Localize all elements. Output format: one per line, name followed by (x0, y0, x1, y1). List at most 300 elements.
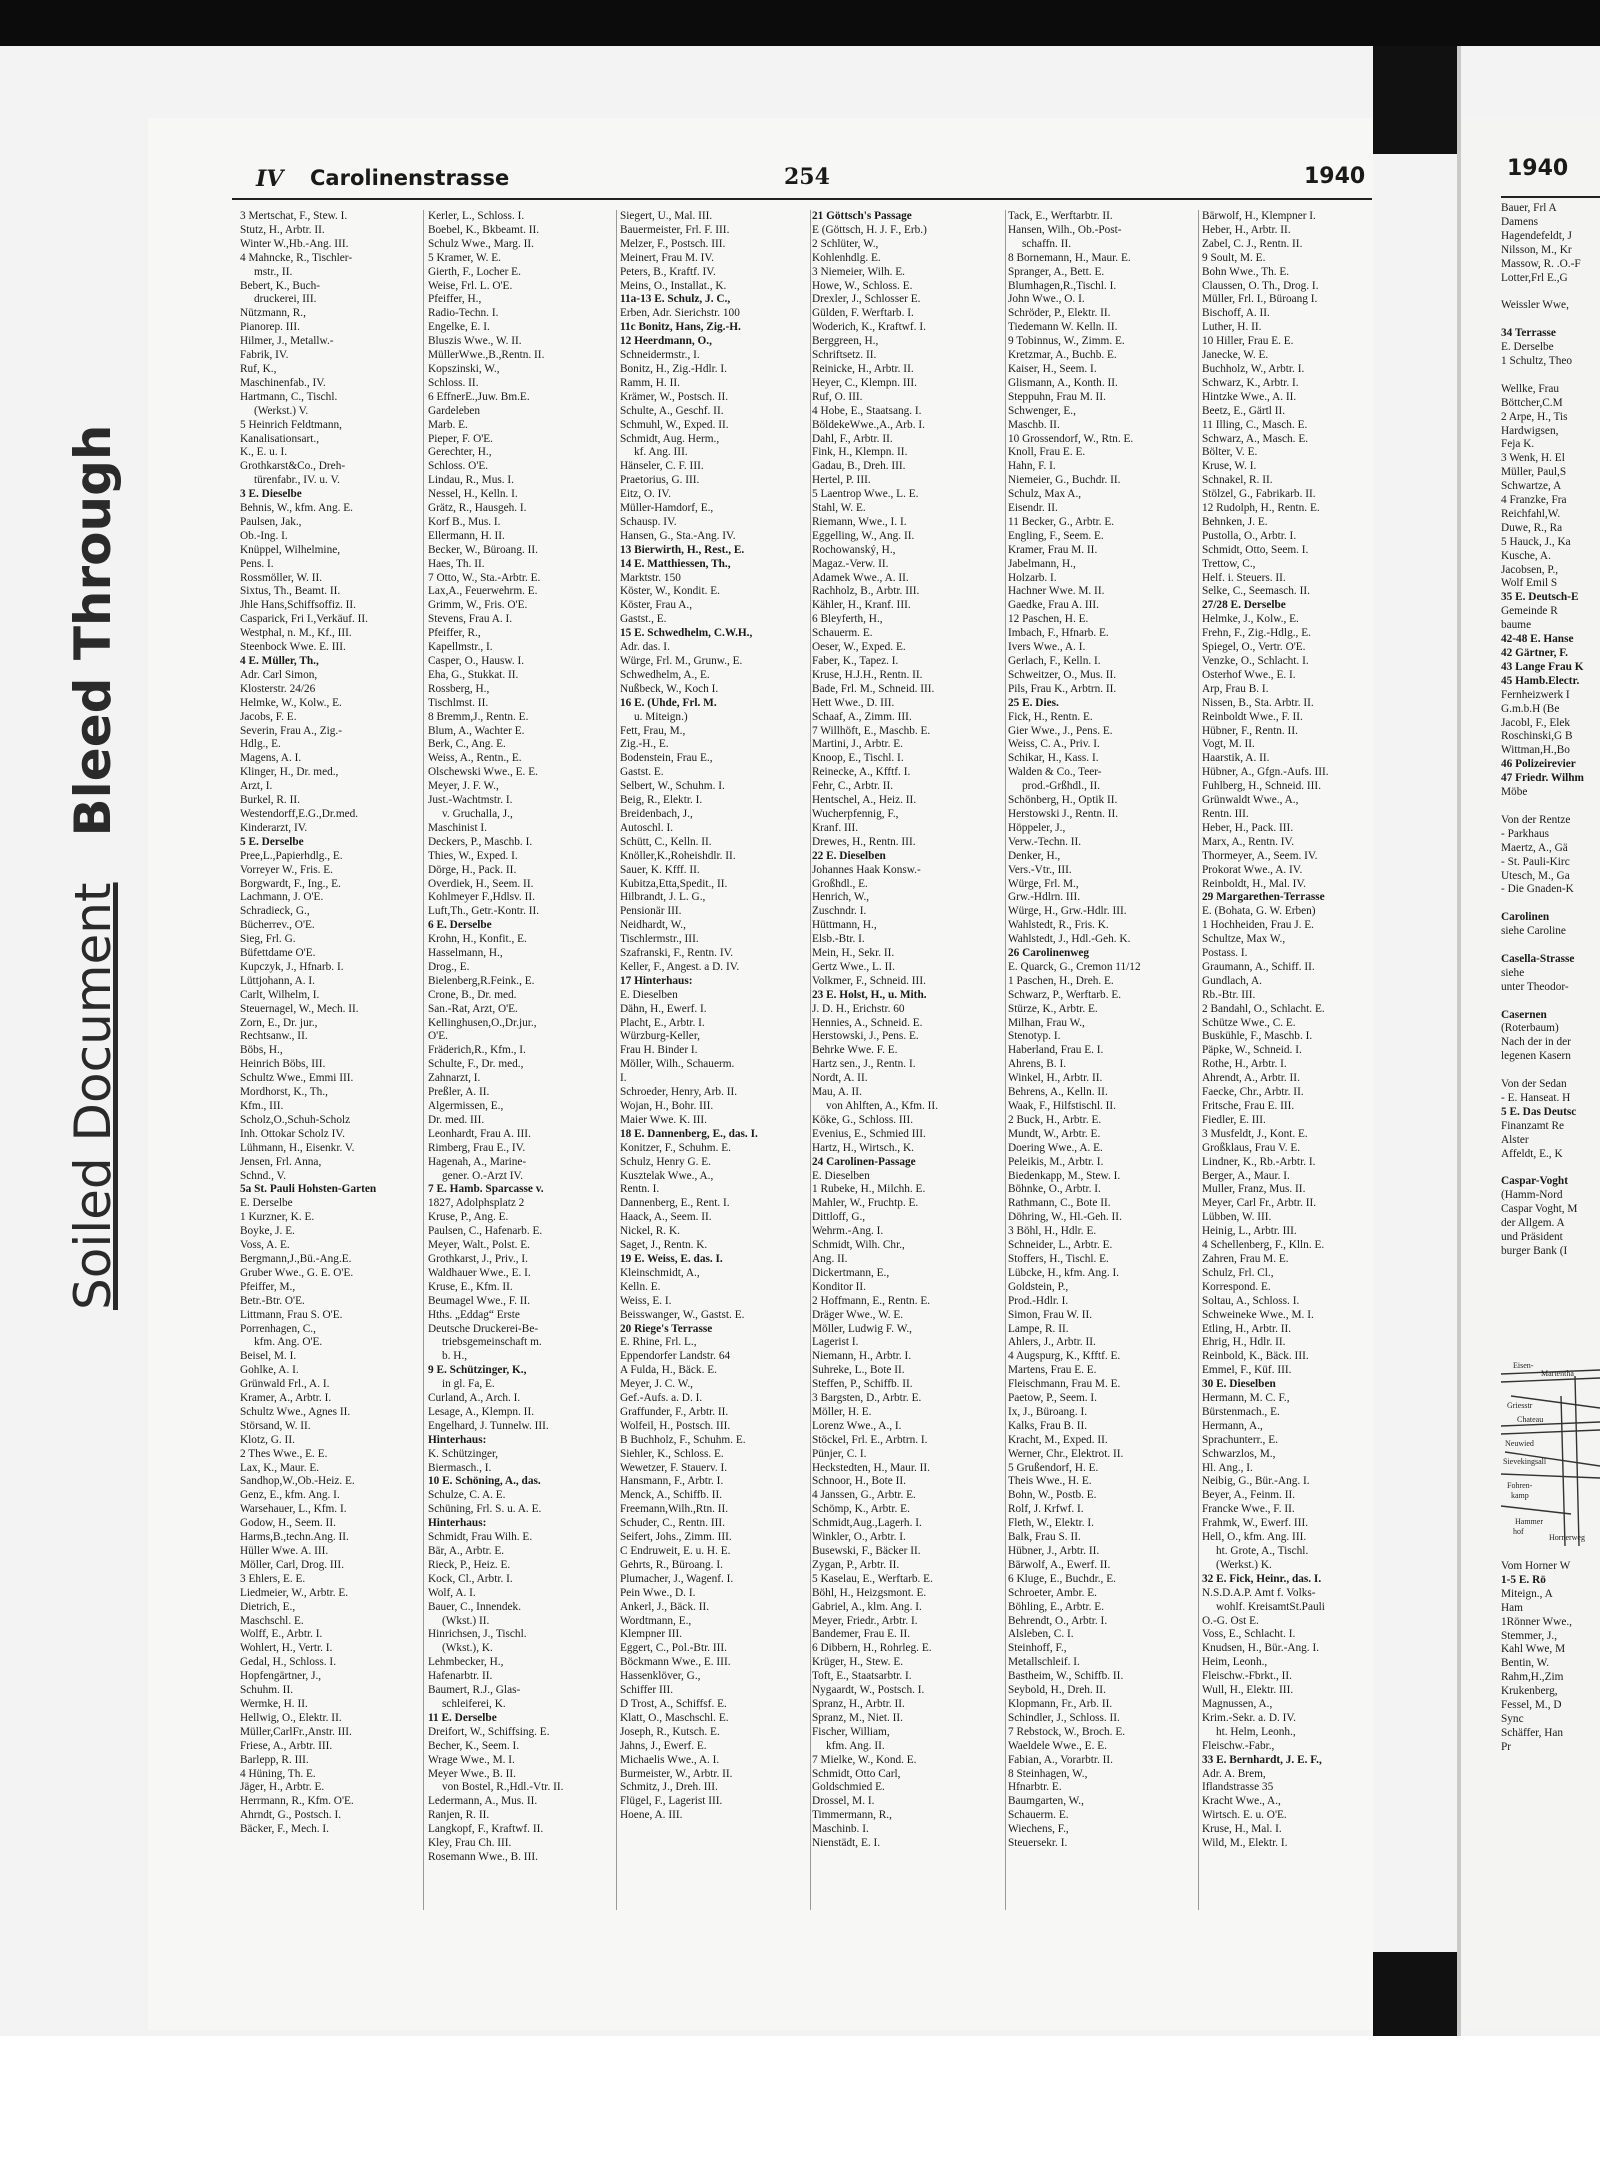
directory-entry: Westendorff,E.G.,Dr.med. (240, 807, 359, 820)
directory-entry: Denker, H., (1008, 849, 1061, 862)
directory-entry: Saget, J., Rentn. K. (620, 1239, 708, 1252)
directory-entry: Hentschel, A., Heiz. II. (812, 794, 917, 807)
directory-entry: Friese, A., Arbtr. III. (240, 1739, 333, 1752)
facing-entry: Stemmer, J., (1501, 1629, 1558, 1642)
directory-entry: Meyer Wwe., B. II. (428, 1767, 516, 1780)
directory-entry: Pens. I. (240, 557, 274, 570)
section-heading: 24 Carolinen-Passage (812, 1155, 916, 1168)
directory-entry: Heber, H., Arbtr. II. (1202, 223, 1291, 236)
directory-entry: 5 Grußendorf, H. E. (1008, 1461, 1099, 1474)
directory-entry: Lax,A., Feuerwehrm. E. (428, 585, 538, 598)
directory-entry: Faecke, Chr., Arbtr. II. (1202, 1086, 1304, 1099)
directory-entry: Pfeiffer, R., (428, 627, 481, 640)
directory-entry: Schönberg, H., Optik II. (1008, 794, 1118, 807)
facing-entry: 5 Hauck, J., Ka (1501, 535, 1571, 548)
directory-entry: Mau, A. II. (812, 1086, 862, 1099)
facing-page-year: 1940 (1507, 156, 1569, 181)
section-heading: 30 E. Dieselben (1202, 1378, 1276, 1391)
directory-entry: Borgwardt, F., Ing., E. (240, 877, 341, 890)
directory-entry: Sieg, Frl. G. (240, 933, 296, 946)
directory-entry: 2 Thes Wwe., E. E. (240, 1447, 328, 1460)
directory-entry: 9 Tobinnus, W., Zimm. E. (1008, 335, 1125, 348)
facing-heading: 35 E. Deutsch-E (1501, 591, 1579, 604)
directory-entry: Venzke, O., Schlacht. I. (1202, 655, 1309, 667)
facing-heading: Casella-Strasse (1501, 952, 1575, 965)
directory-entry: Maschinist I. (428, 821, 487, 834)
directory-entry: Seybold, H., Dreh. II. (1008, 1684, 1106, 1697)
facing-entry: Gemeinde R (1501, 605, 1558, 618)
directory-entry: Gef.-Aufs. a. D. I. (620, 1392, 703, 1405)
facing-entry: (Hamm-Nord (1501, 1189, 1563, 1202)
directory-entry: B Buchholz, F., Schuhm. E. (620, 1433, 746, 1446)
directory-entry: Bauermeister, Frl. F. III. (620, 223, 730, 236)
directory-entry: Rachholz, B., Arbtr. III. (812, 585, 920, 598)
directory-entry: Schiffer III. (620, 1684, 674, 1697)
section-heading: 20 Riege's Terrasse (620, 1322, 713, 1335)
directory-entry: Breidenbach, J., (620, 807, 693, 820)
directory-entry: (Werkst.) V. (254, 404, 309, 417)
directory-entry: Rentn. I. (620, 1183, 660, 1196)
facing-entry: burger Bank (I (1501, 1244, 1568, 1257)
directory-entry: Böckmann Wwe., E. III. (620, 1656, 731, 1669)
directory-entry: Haarstik, A. II. (1202, 752, 1270, 765)
directory-entry: Reinecke, A., Kfftf. I. (812, 766, 911, 779)
map-label: kamp (1511, 1491, 1529, 1500)
directory-entry: Schaaf, A., Zimm. III. (812, 710, 912, 723)
section-heading: 14 E. Matthiessen, Th., (620, 557, 731, 570)
facing-entry (1501, 939, 1600, 953)
facing-entry: - Die Gnaden-K (1501, 883, 1574, 896)
directory-entry: Marb. E. (428, 418, 468, 431)
section-heading: 27/28 E. Derselbe (1202, 599, 1286, 612)
directory-entry: Müller, Frl. I., Büroang I. (1202, 293, 1318, 306)
facing-entry: Reichfahl,W. (1501, 507, 1561, 520)
directory-entry: Gruber Wwe., G. E. O'E. (240, 1266, 354, 1279)
directory-entry: Schroeter, Ambr. E. (1008, 1586, 1097, 1599)
directory-entry: Schnoor, H., Bote II. (812, 1475, 906, 1488)
directory-entry: Schindler, J., Schloss. II. (1008, 1711, 1120, 1724)
directory-entry: Fleischw.-Fbrkt., II. (1202, 1670, 1292, 1683)
column-2 (428, 210, 612, 2030)
directory-entry: Scholz,O.,Schuh-Scholz (240, 1113, 351, 1126)
facing-entry: Von der Rentze (1501, 813, 1571, 826)
directory-entry: Möller, Ludwig F. W., (812, 1322, 913, 1335)
directory-entry: 3 Musfeldt, J., Kont. E. (1202, 1127, 1308, 1140)
directory-entry: Preßler, A. II. (428, 1086, 490, 1099)
directory-entry: 4 Mahncke, R., Tischler- (240, 251, 353, 264)
section-heading: 10 E. Schöning, A., das. (428, 1475, 541, 1488)
section-heading: 5 E. Derselbe (240, 835, 304, 848)
directory-entry: Kramer, A., Arbtr. I. (240, 1392, 332, 1405)
directory-entry: Rechtsanw., II. (240, 1030, 308, 1043)
directory-entry: Janecke, W. E. (1202, 349, 1269, 362)
directory-entry: 11 Becker, G., Arbtr. E. (1008, 515, 1115, 528)
directory-entry: Siegert, U., Mal. III. (620, 210, 713, 222)
directory-entry: Wahlstedt, J., Hdl.-Geh. K. (1008, 933, 1131, 946)
directory-entry: Maschinb. I. (812, 1823, 869, 1836)
directory-entry: Thies, W., Exped. I. (428, 849, 518, 862)
facing-entry: Schwartze, A (1501, 480, 1562, 493)
directory-entry: 4 Hobe, E., Staatsang. I. (812, 404, 922, 417)
directory-entry: Voss, A. E. (240, 1239, 290, 1252)
directory-entry: Weiss, C. A., Priv. I. (1008, 738, 1100, 751)
map-label: Eisen- (1513, 1361, 1534, 1370)
directory-entry: Hermann, A., (1202, 1419, 1263, 1432)
directory-entry: 3 Böhl, H., Hdlr. E. (1008, 1225, 1097, 1238)
directory-entry: Schloss. O'E. (428, 460, 489, 473)
directory-entry: Korf B., Mus. I. (428, 515, 501, 528)
directory-entry: Döhring, W., Hl.-Geh. II. (1008, 1211, 1122, 1224)
directory-entry: 5 Kaselau, E., Werftarb. E. (812, 1572, 933, 1585)
directory-entry: Knoop, E., Tischl. I. (812, 752, 904, 765)
directory-entry: Steuernagel, W., Mech. II. (240, 1002, 359, 1015)
directory-entry: Bastheim, W., Schiffb. II. (1008, 1670, 1124, 1683)
directory-entry: 8 Steinhagen, W., (1008, 1767, 1088, 1780)
directory-entry: Schneidermstr., I. (620, 349, 700, 362)
directory-entry: Schulz, Frl. Cl., (1202, 1266, 1274, 1279)
directory-entry: Wahlstedt, R., Fris. K. (1008, 919, 1109, 932)
directory-entry: Carlt, Wilhelm, I. (240, 988, 320, 1001)
directory-entry: Winkler, O., Arbtr. I. (812, 1531, 906, 1544)
directory-entry: 2 Buck, H., Arbtr. E. (1008, 1113, 1102, 1126)
directory-entry: Schmidt, Frau Wilh. E. (428, 1531, 533, 1544)
directory-entry: Heyer, C., Klempn. III. (812, 376, 917, 389)
directory-entry: Winkel, H., Arbtr. II. (1008, 1072, 1103, 1085)
directory-entry: Bebert, K., Buch- (240, 279, 320, 292)
directory-entry: Suhreke, L., Bote II. (812, 1364, 905, 1377)
facing-entry: Caspar Voght, M (1501, 1203, 1578, 1216)
directory-entry: Kubitza,Etta,Spedit., II. (620, 877, 728, 890)
directory-entry: Frau H. Binder I. (620, 1044, 698, 1057)
directory-entry: 3 Niemeier, Wilh. E. (812, 265, 906, 278)
directory-entry: Kohlmeyer F.,Hdlsv. II. (428, 891, 535, 904)
facing-entry: Müller, Paul,S (1501, 466, 1567, 479)
directory-entry: Goldschmied E. (812, 1781, 885, 1794)
directory-entry: Jhle Hans,Schiffsoffiz. II. (240, 599, 356, 612)
directory-entry: Fett, Frau, M., (620, 724, 686, 737)
directory-entry: Jahns, J., Ewerf. E. (620, 1739, 707, 1752)
directory-entry: Alsleben, C. I. (1008, 1628, 1074, 1641)
facing-heading: Caspar-Voght (1501, 1175, 1568, 1188)
directory-entry: Pein Wwe., D. I. (620, 1586, 696, 1599)
directory-entry: Bauer, C., Innendek. (428, 1600, 522, 1613)
directory-entry: Wermke, H. II. (240, 1697, 308, 1710)
directory-entry: Stölzel, G., Fabrikarb. II. (1202, 488, 1316, 501)
directory-entry: 2 Bandahl, O., Schlacht. E. (1202, 1002, 1325, 1015)
directory-entry: Fräderich,R., Kfm., I. (428, 1044, 526, 1057)
directory-entry: Engling, F., Seem. E. (1008, 529, 1104, 542)
directory-entry: Kähler, H., Kranf. III. (812, 599, 911, 612)
directory-entry: Dörge, H., Pack. II. (428, 863, 517, 876)
directory-entry: Paulsen, C., Hafenarb. E. (428, 1225, 543, 1238)
directory-entry: Theis Wwe., H. E. (1008, 1475, 1092, 1488)
directory-entry: Schultz Wwe., Emmi III. (240, 1072, 354, 1085)
directory-entry: Steenbock Wwe. E. III. (240, 641, 346, 654)
directory-entry: O'E. (428, 1030, 448, 1043)
directory-entry: Berggreen, H., (812, 335, 879, 348)
directory-entry: Wiechens, F., (1008, 1823, 1069, 1836)
directory-entry: Dahl, F., Arbtr. II. (812, 432, 893, 445)
directory-entry: Stoffers, H., Tischl. E. (1008, 1252, 1109, 1265)
directory-entry: Hennies, A., Schneid. E. (812, 1016, 923, 1029)
map-label: Fohren- (1507, 1481, 1533, 1490)
facing-entry (1501, 897, 1600, 911)
directory-entry: Heinig, L., Arbtr. III. (1202, 1225, 1297, 1238)
directory-entry: Stevens, Frau A. I. (428, 613, 513, 626)
section-heading: 11c Bonitz, Hans, Zig.-H. (620, 321, 741, 334)
directory-entry: Emmel, F., Küf. III. (1202, 1364, 1292, 1377)
directory-entry: Adr. das. I. (620, 641, 670, 654)
directory-entry: Zuschndr. I. (812, 905, 867, 918)
directory-entry: Kupczyk, J., Hfnarb. I. (240, 960, 344, 973)
directory-entry: Melzer, F., Postsch. III. (620, 237, 726, 250)
column-5 (1008, 210, 1196, 2030)
directory-entry: Lühmann, H., Eisenkr. V. (240, 1141, 355, 1154)
directory-entry: Pfeiffer, H., (428, 293, 482, 306)
directory-entry: Baumert, R.J., Glas- (428, 1684, 521, 1697)
directory-entry: Gardeleben (428, 404, 481, 417)
directory-entry: I. (620, 1072, 627, 1085)
directory-entry: Päpke, W., Schneid. I. (1202, 1044, 1302, 1057)
facing-entry: Bentin, W. (1501, 1657, 1550, 1670)
directory-entry: Schultz Wwe., Agnes II. (240, 1405, 351, 1418)
directory-entry: 5 Kramer, W. E. (428, 251, 501, 264)
directory-entry: Helmke, W., Kolw., E. (240, 696, 342, 709)
directory-entry: Weiss, E. I. (620, 1294, 672, 1307)
directory-entry: Schriftsetz. II. (812, 349, 877, 362)
directory-entry: Kruse, W. I. (1202, 460, 1257, 473)
directory-entry: Wolfeil, H., Postsch. III. (620, 1419, 731, 1432)
directory-entry: Engelhard, J. Tunnelw. III. (428, 1419, 549, 1432)
facing-entry: - St. Pauli-Kirc (1501, 855, 1570, 868)
directory-entry: Hansen, Wilh., Ob.-Post- (1008, 223, 1122, 236)
directory-entry: Krüger, H., Stew. E. (812, 1656, 904, 1669)
directory-entry: Ledermann, A., Mus. II. (428, 1795, 538, 1808)
directory-entry: A Fulda, H., Bäck. E. (620, 1364, 717, 1377)
facing-heading: 42 Gärtner, F. (1501, 647, 1568, 659)
directory-entry: ht. Helm, Leonh., (1216, 1725, 1296, 1738)
directory-entry: Heber, H., Pack. III. (1202, 821, 1294, 834)
directory-entry: Hinrichsen, J., Tischl. (428, 1628, 527, 1641)
column-divider (1198, 210, 1199, 1910)
facing-entry (1501, 313, 1600, 327)
facing-heading: 42-48 E. Hanse (1501, 633, 1574, 646)
directory-entry: Woderich, K., Kraftwf. I. (812, 321, 926, 334)
directory-entry: Eggert, C., Pol.-Btr. III. (620, 1642, 727, 1655)
facing-entry: Nilsson, M., Kr (1501, 243, 1572, 256)
directory-entry: von Bostel, R.,Hdl.-Vtr. II. (442, 1781, 564, 1794)
directory-entry: Rimberg, Frau E., IV. (428, 1141, 526, 1154)
header-rule (232, 198, 1372, 200)
directory-entry: Wewetzer, F. Stauerv. I. (620, 1461, 728, 1474)
directory-entry: 12 Rudolph, H., Rentn. E. (1202, 502, 1320, 515)
directory-entry: Reinicke, H., Arbtr. II. (812, 362, 914, 375)
directory-entry: Gaedke, Frau A. III. (1008, 599, 1099, 612)
directory-entry: Köster, W., Kondit. E. (620, 585, 720, 598)
directory-entry: Ix, J., Büroang. I. (1008, 1405, 1088, 1418)
directory-entry: O.-G. Ost E. (1202, 1614, 1259, 1627)
directory-entry: Bölter, V. E. (1202, 446, 1258, 459)
directory-entry: Schwenger, E., (1008, 404, 1076, 417)
directory-entry: Peters, B., Kraftf. IV. (620, 265, 716, 278)
directory-entry: Haberland, Frau E. I. (1008, 1044, 1104, 1057)
directory-entry: Schmidt, Otto, Seem. I. (1202, 543, 1309, 556)
directory-entry: Faber, K., Tapez. I. (812, 655, 899, 667)
directory-entry: Winter W.,Hb.-Ang. III. (240, 237, 349, 250)
directory-entry: Stahl, W. E. (812, 502, 866, 515)
section-heading: 23 E. Holst, H., u. Mith. (812, 988, 927, 1001)
directory-entry: 6 Kluge, E., Buchdr., E. (1008, 1572, 1116, 1585)
directory-entry: Schmidt, Wilh. Chr., (812, 1239, 905, 1252)
map-label: Neuwied (1505, 1439, 1534, 1448)
directory-entry: Fischer, William, (812, 1725, 890, 1738)
facing-header-rule (1501, 196, 1600, 198)
section-heading: 19 E. Weiss, E. das. I. (620, 1252, 723, 1265)
directory-entry: Godow, H., Seem. II. (240, 1517, 336, 1530)
directory-entry: Johannes Haak Konsw.- (812, 863, 921, 876)
directory-entry: Drog., E. (428, 960, 470, 973)
directory-entry: 7 Otto, W., Sta.-Arbtr. E. (428, 571, 541, 584)
directory-entry: druckerei, III. (254, 293, 317, 306)
directory-entry: Hermann, M. C. F., (1202, 1392, 1290, 1405)
volume-number: IV (256, 166, 284, 192)
directory-entry: v. Gruchalla, J., (442, 807, 513, 820)
directory-entry: Schradieck, G., (240, 905, 310, 918)
directory-entry: Plumacher, J., Wagenf. I. (620, 1572, 734, 1585)
section-heading: Hinterhaus: (428, 1433, 487, 1446)
directory-entry: Stutz, H., Arbtr. II. (240, 223, 325, 236)
directory-entry: Peleikis, M., Arbtr. I. (1008, 1155, 1104, 1168)
directory-entry: Kretzmar, A., Buchb. E. (1008, 349, 1117, 362)
directory-entry: Crone, B., Dr. med. (428, 988, 517, 1001)
directory-entry: 8 Bremm,J., Rentn. E. (428, 710, 529, 723)
directory-entry: Waldhauer Wwe., E. I. (428, 1266, 531, 1279)
facing-entry: 1 Schultz, Theo (1501, 354, 1573, 367)
directory-entry: E. (Bohata, G. W. Erben) (1202, 905, 1316, 918)
directory-entry: Lindau, R., Mus. I. (428, 474, 514, 487)
directory-entry: Vogt, M. II. (1202, 738, 1255, 751)
facing-page (1461, 118, 1600, 2028)
directory-entry: 4 Schellenberg, F., Klln. E. (1202, 1239, 1325, 1252)
directory-entry: E. Dieselben (812, 1169, 870, 1182)
directory-entry: Schulte, A., Geschf. II. (620, 404, 724, 417)
directory-entry: Rossmöller, W. II. (240, 571, 323, 584)
directory-entry: Klotz, G. II. (240, 1433, 295, 1446)
directory-entry: 4 Hüning, Th. E. (240, 1767, 316, 1780)
directory-entry: Bielenberg,R.Feink., E. (428, 974, 535, 987)
directory-entry: Siehler, K., Schloss. E. (620, 1447, 724, 1460)
directory-entry: 7 Mielke, W., Kond. E. (812, 1753, 917, 1766)
directory-entry: Jabelmann, H., (1008, 557, 1076, 570)
page-header (148, 164, 1370, 198)
directory-entry: (Wkst.), K. (442, 1642, 493, 1655)
directory-entry: Tischlmst. II. (428, 696, 489, 709)
directory-entry: Behnken, J. E. (1202, 515, 1268, 528)
directory-entry: Holzarb. I. (1008, 571, 1057, 584)
directory-entry: Beig, R., Elektr. I. (620, 794, 703, 807)
facing-entry: E. Derselbe (1501, 341, 1554, 354)
directory-entry: Etling, H., Arbtr. II. (1202, 1322, 1292, 1335)
facing-entry: Rahm,H.,Zim (1501, 1671, 1564, 1684)
directory-entry: Jacobs, F. E. (240, 710, 297, 723)
directory-entry: Stürze, K., Arbtr. E. (1008, 1002, 1098, 1015)
section-heading: 6 E. Derselbe (428, 919, 492, 932)
directory-entry: Grünwaldt Wwe., A., (1202, 794, 1299, 807)
directory-entry: E. Rhine, Frl. L., (620, 1336, 697, 1349)
section-heading: Hinterhaus: (428, 1517, 487, 1530)
directory-entry: Wordtmann, E., (620, 1614, 692, 1627)
directory-entry: Böhling, E., Arbtr. E. (1008, 1600, 1105, 1613)
directory-entry: Nessel, H., Kelln. I. (428, 488, 518, 501)
directory-entry: Tiedemann W. Kelln. II. (1008, 321, 1118, 334)
directory-entry: Kellinghusen,O.,Dr.jur., (428, 1016, 537, 1029)
directory-entry: Ahrendt, A., Arbtr. II. (1202, 1072, 1300, 1085)
directory-entry: Herrmann, R., Kfm. O'E. (240, 1795, 354, 1808)
directory-entry: Eha, G., Stukkat. II. (428, 668, 519, 681)
directory-entry: Becker, W., Büroang. II. (428, 543, 538, 556)
section-heading: 5a St. Pauli Hohsten-Garten (240, 1183, 377, 1196)
directory-entry: Boebel, K., Bkbeamt. II. (428, 223, 540, 236)
map-label: Hornerweg (1549, 1533, 1585, 1542)
directory-entry: Curland, A., Arch. I. (428, 1392, 521, 1405)
directory-entry: Maier Wwe. K. III. (620, 1113, 707, 1126)
facing-heading: 46 Polizeirevier (1501, 758, 1576, 771)
facing-entry: Damens (1501, 215, 1539, 228)
map-label: Griesstr (1507, 1401, 1533, 1410)
section-heading: 21 Göttsch's Passage (812, 210, 912, 222)
directory-entry: Zig.-H., E. (620, 738, 669, 751)
facing-entry: Jacobl, F., Elek (1501, 716, 1571, 729)
directory-entry: Dickertmann, E., (812, 1266, 890, 1279)
directory-entry: (Werkst.) K. (1216, 1558, 1272, 1571)
facing-entry: Maertz, A., Gä (1501, 841, 1568, 854)
directory-entry: Kleinschmidt, A., (620, 1266, 700, 1279)
directory-entry: Arzt, I. (240, 780, 273, 793)
directory-entry: Maschinenfab., IV. (240, 376, 326, 389)
directory-entry: Liedmeier, W., Arbtr. E. (240, 1586, 349, 1599)
directory-entry: Hths. „Eddag“ Erste (428, 1308, 520, 1321)
directory-entry: Simon, Frau W. II. (1008, 1308, 1093, 1321)
directory-entry: Hübner, J., Arbtr. II. (1008, 1545, 1100, 1557)
directory-entry: u. Miteign.) (634, 710, 688, 723)
directory-entry: Eppendorfer Landstr. 64 (620, 1350, 731, 1363)
column-1 (240, 210, 418, 2030)
directory-entry: Möller, Wilh., Schauerm. (620, 1058, 735, 1071)
directory-entry: E (Göttsch, H. J. F., Erb.) (812, 223, 927, 236)
directory-entry: Beisswanger, W., Gastst. E. (620, 1308, 745, 1321)
directory-entry: Bluszis Wwe., W. II. (428, 335, 522, 348)
directory-entry: Haes, Th. II. (428, 557, 485, 570)
directory-entry: Schüning, Frl. S. u. A. E. (428, 1503, 542, 1516)
directory-entry: Schnakel, R. II. (1202, 474, 1273, 487)
directory-entry: Gierth, F., Locher E. (428, 265, 521, 278)
directory-entry: Zahren, Frau M. E. (1202, 1252, 1289, 1265)
facing-entry: Affeldt, E., K (1501, 1147, 1563, 1160)
facing-heading: 45 Hamb.Electr. (1501, 674, 1580, 687)
directory-entry: Großhdl., E. (812, 877, 868, 890)
directory-entry: Bärwolf, A., Ewerf. II. (1008, 1558, 1111, 1571)
facing-heading: Casernen (1501, 1008, 1547, 1021)
directory-entry: Iflandstrasse 35 (1202, 1781, 1274, 1794)
directory-entry: Mein, H., Sekr. II. (812, 947, 895, 960)
directory-entry: kfm. Ang. II. (826, 1739, 885, 1752)
directory-entry: Algermissen, E., (428, 1100, 504, 1112)
directory-entry: Hell, O., kfm. Ang. III. (1202, 1531, 1307, 1544)
directory-entry: Schütt, C., Kelln. II. (620, 835, 712, 848)
directory-entry: Rb.-Btr. III. (1202, 988, 1256, 1001)
directory-entry: Waak, F., Hilfstischl. II. (1008, 1100, 1116, 1112)
directory-entry: Hartz sen., J., Rentn. I. (812, 1058, 916, 1071)
